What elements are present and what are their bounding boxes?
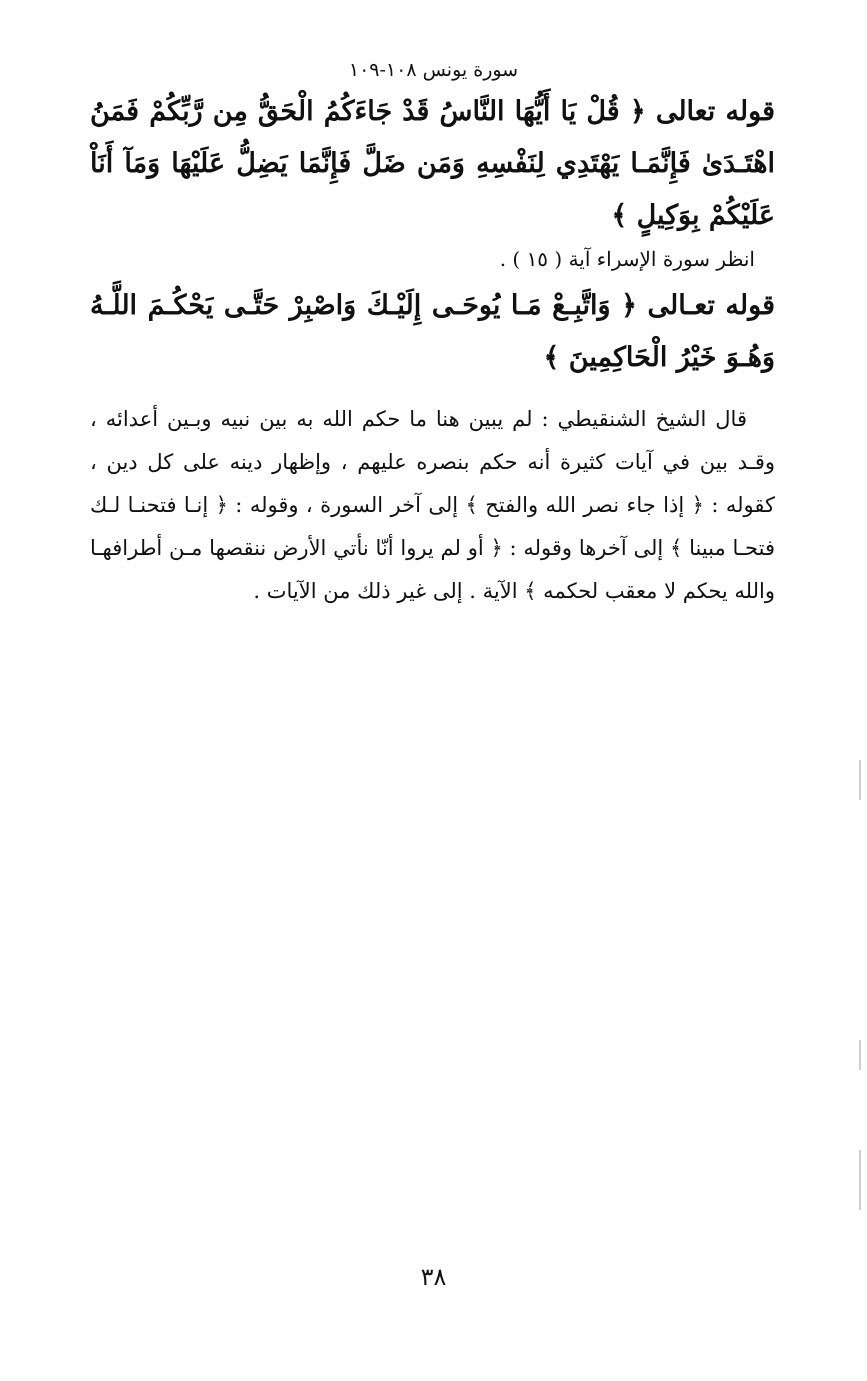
running-header: سورة يونس ١٠٨-١٠٩	[348, 59, 519, 81]
page-number: ٣٨	[420, 1263, 447, 1291]
scan-edge-mark	[859, 760, 861, 800]
cross-reference-note: انظر سورة الإسراء آية ( ١٥ ) .	[499, 247, 755, 271]
page-body	[90, 86, 775, 613]
scan-edge-mark	[859, 1150, 861, 1210]
verse-lead: قوله تعالى	[655, 96, 775, 127]
verse-block-yunus-108	[90, 86, 775, 242]
verse-text: ﴿ قُلْ يَا أَيُّهَا النَّاسُ قَدْ جَاءَكُمُ الْحَقُّ مِن رَّبِّكُمْ فَمَنُ اهْتَـدَىٰ فَإِنَّمَـا يَهْتَدِي لِنَفْسِهِ وَمَن ضَلَّ فَإِنَّمَا يَضِلُّ عَلَيْهَا وَمَآ أَنَاْ عَلَيْكُمْ بِوَكِيلٍ ﴾	[90, 96, 775, 231]
scan-edge-mark	[859, 1040, 861, 1070]
verse-text: ﴿ وَاتَّبِـعْ مَـا يُوحَـى إِلَيْـكَ وَاصْبِرْ حَتَّـى يَحْكُـمَ اللَّـهُ وَهُـوَ خَيْرُ الْحَاكِمِينَ ﴾	[90, 290, 775, 373]
commentary-paragraph: قال الشيخ الشنقيطي : لم يبين هنا ما حكم الله به بين نبيه وبـين أعدائه ، وقـد بين في آيات كثيرة أنه حكم بنصره عليهم ، وإظهار دينه على كل دين ، كقوله : ﴿ إذا جاء نصر الله والفتح ﴾ إلى آخر السورة ، وقوله : ﴿ إنـا فتحنـا لـك فتحـا مبينا ﴾ إلى آخرها وقوله : ﴿ أو لم يروا أنّا نأتي الأرض ننقصها مـن أطرافهـا والله يحكم لا معقب لحكمه ﴾ الآية . إلى غير ذلك من الآيات .	[90, 407, 775, 603]
verse-block-yunus-109	[90, 280, 775, 384]
verse-lead: قوله تعـالى	[647, 290, 775, 321]
